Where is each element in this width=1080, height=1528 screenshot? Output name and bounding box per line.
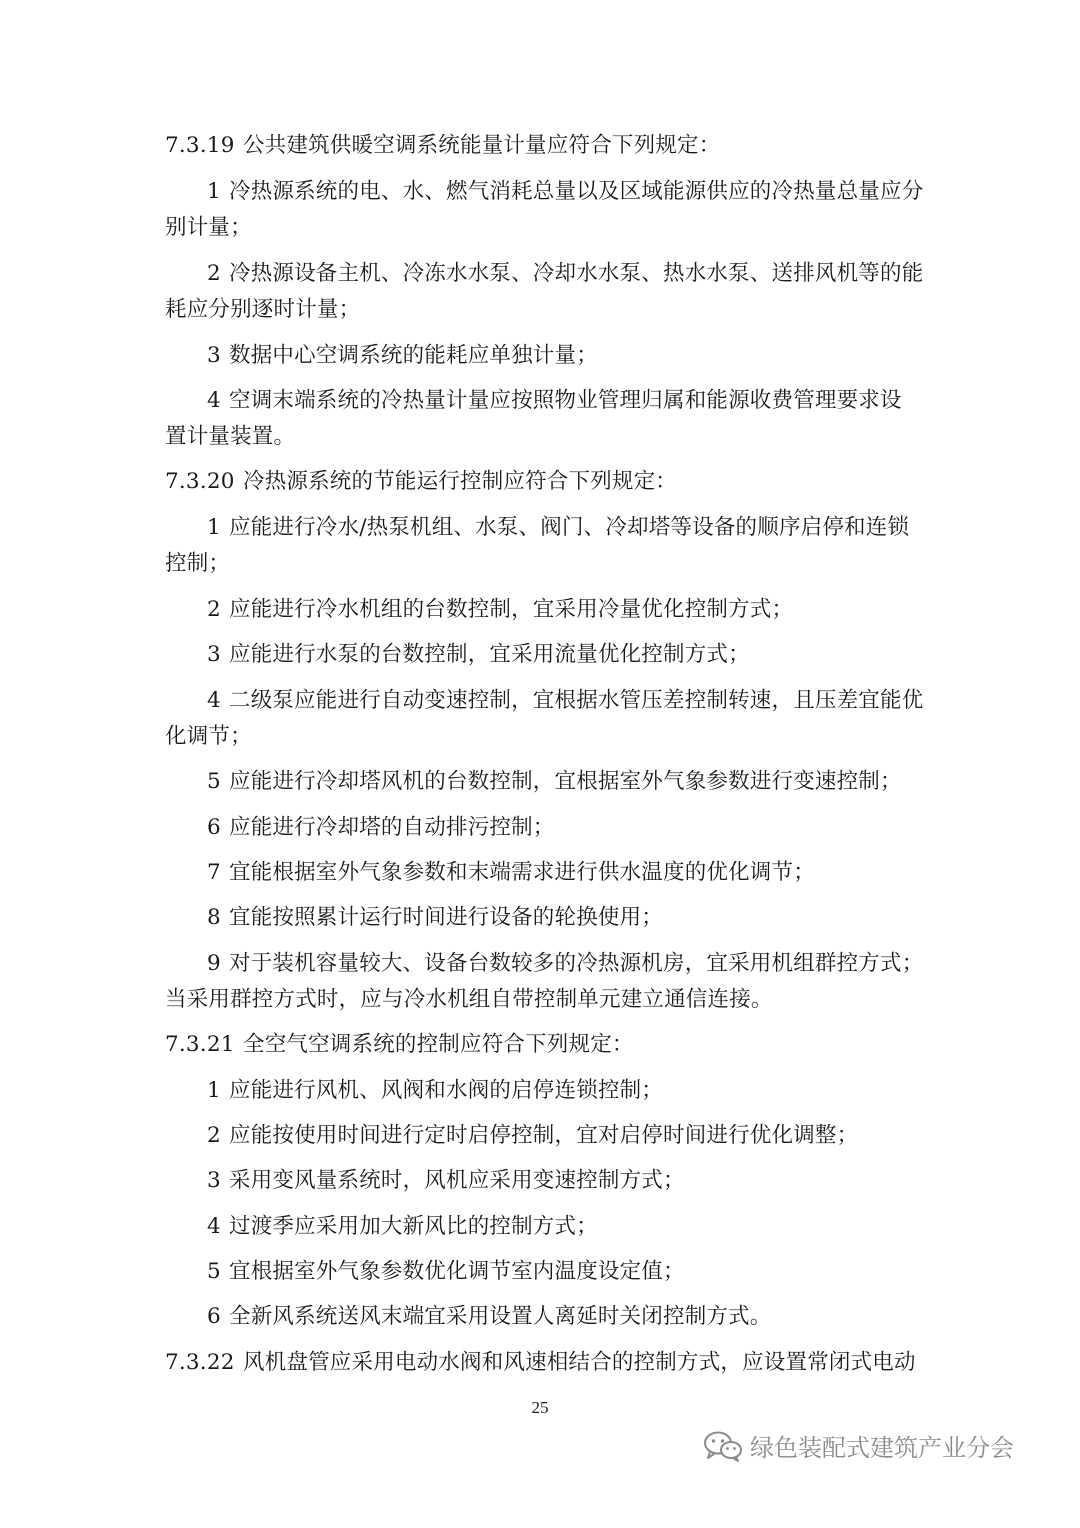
section-heading [165,1030,634,1060]
item-text: 二级泵应能进行自动变速控制，宜根据水管压差控制转速，且压差宜能优 [229,688,924,713]
item-number: 2 [207,597,221,622]
item-number: 3 [207,343,221,368]
list-item [207,949,923,979]
section-number: 7.3.20 [165,469,235,494]
list-item [207,513,909,543]
watermark [702,1428,1014,1463]
item-text: 对于装机容量较大、设备台数较多的冷热源机房，宜采用机组群控方式； [229,951,924,976]
list-item [207,813,555,843]
page-number: 25 [531,1398,549,1417]
item-text: 数据中心空调系统的能耗应单独计量； [229,343,598,368]
item-text: 应能进行冷水机组的台数控制，宜采用冷量优化控制方式； [229,597,794,622]
list-item [207,1076,663,1106]
list-item [207,1212,598,1242]
item-continuation: 控制； [165,551,231,576]
list-item [207,903,663,933]
list-item [207,1257,685,1287]
item-number: 6 [207,815,221,840]
item-continuation: 当采用群控方式时，应与冷水机组自带控制单元建立通信连接。 [165,987,773,1012]
item-text: 过渡季应采用加大新风比的控制方式； [229,1214,598,1239]
item-continuation: 化调节； [165,724,252,749]
section-heading [165,131,720,161]
section-title: 风机盘管应采用电动水阀和风速相结合的控制方式，应设置常闭式电动 [243,1350,916,1375]
item-number: 1 [207,1078,221,1103]
section-heading [165,467,677,497]
list-item [207,858,815,888]
section-title: 冷热源系统的节能运行控制应符合下列规定： [243,469,678,494]
item-text: 应能按使用时间进行定时启停控制，宜对启停时间进行优化调整； [229,1123,859,1148]
item-number: 5 [207,769,221,794]
section-title: 全空气空调系统的控制应符合下列规定： [243,1032,634,1057]
item-text: 全新风系统送风末端宜采用设置人离延时关闭控制方式。 [229,1304,772,1329]
item-number: 1 [207,515,221,540]
section-number: 7.3.21 [165,1032,235,1057]
item-number: 4 [207,388,221,413]
item-text: 冷热源设备主机、冷冻水水泵、冷却水水泵、热水水泵、送排风机等的能 [229,261,924,286]
item-number: 2 [207,261,221,286]
list-item [207,767,902,797]
item-text: 应能进行冷却塔风机的台数控制，宜根据室外气象参数进行变速控制； [229,769,902,794]
section-number: 7.3.22 [165,1350,235,1375]
item-text: 冷热源系统的电、水、燃气消耗总量以及区域能源供应的冷热量总量应分 [229,179,924,204]
list-item [207,1302,772,1332]
list-item [207,259,923,289]
item-number: 2 [207,1123,221,1148]
item-text: 空调末端系统的冷热量计量应按照物业管理归属和能源收费管理要求设 [229,388,902,413]
section-number: 7.3.19 [165,133,235,158]
item-text: 宜根据室外气象参数优化调节室内温度设定值； [229,1259,685,1284]
item-number: 3 [207,642,221,667]
item-number: 4 [207,688,221,713]
item-number: 8 [207,905,221,930]
item-text: 应能进行水泵的台数控制，宜采用流量优化控制方式； [229,642,750,667]
item-number: 7 [207,860,221,885]
list-item [207,1121,858,1151]
item-text: 应能进行冷却塔的自动排污控制； [229,815,555,840]
wechat-icon [702,1429,744,1463]
list-item [207,341,598,371]
list-item [207,386,902,416]
item-number: 9 [207,951,221,976]
item-text: 宜能根据室外气象参数和末端需求进行供水温度的优化调节； [229,860,815,885]
item-text: 宜能按照累计运行时间进行设备的轮换使用； [229,905,664,930]
item-continuation: 别计量； [165,215,252,240]
item-text: 应能进行冷水/热泵机组、水泵、阀门、冷却塔等设备的顺序启停和连锁 [229,515,910,540]
item-number: 3 [207,1168,221,1193]
item-number: 5 [207,1259,221,1284]
list-item [207,177,923,207]
item-continuation: 置计量装置。 [165,424,296,449]
list-item [207,1166,685,1196]
item-continuation: 耗应分别逐时计量； [165,297,361,322]
item-number: 1 [207,179,221,204]
list-item [207,640,750,670]
item-number: 4 [207,1214,221,1239]
list-item [207,595,793,625]
item-text: 应能进行风机、风阀和水阀的启停连锁控制； [229,1078,664,1103]
list-item [207,686,923,716]
item-number: 6 [207,1304,221,1329]
section-heading [165,1348,916,1378]
section-title: 公共建筑供暖空调系统能量计量应符合下列规定： [243,133,721,158]
watermark-text: 绿色装配式建筑产业分会 [750,1434,1014,1462]
item-text: 采用变风量系统时，风机应采用变速控制方式； [229,1168,685,1193]
